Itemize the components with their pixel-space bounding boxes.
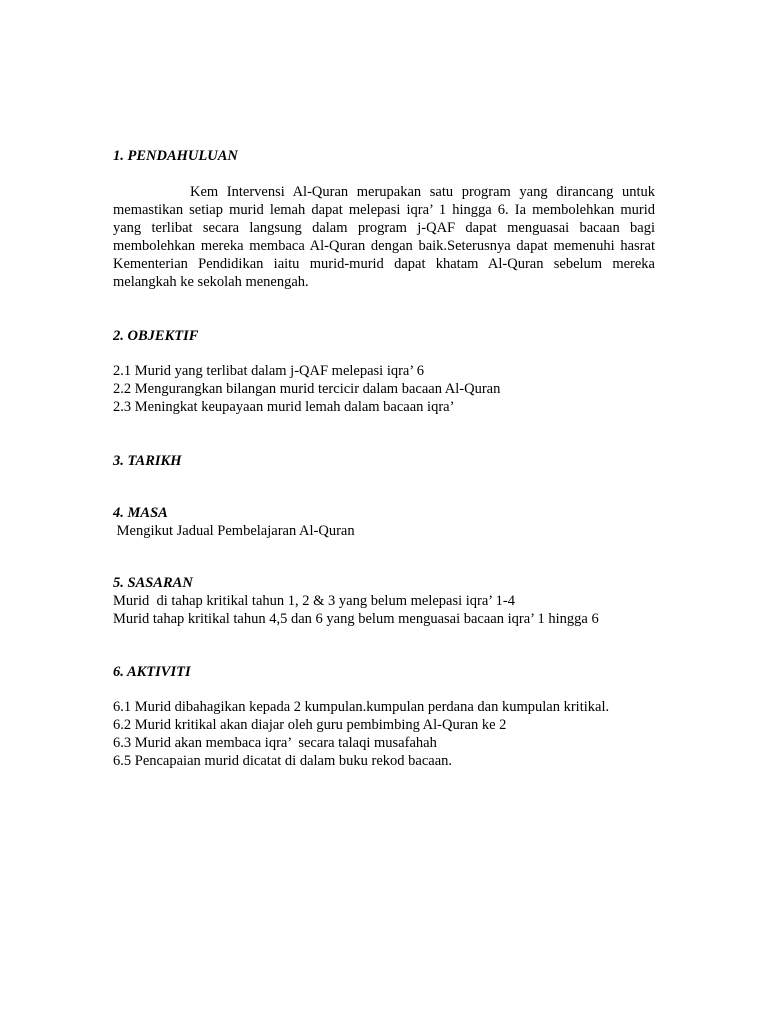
spacer xyxy=(113,540,655,574)
section-heading-pendahuluan: 1. PENDAHULUAN xyxy=(113,148,238,164)
spacer xyxy=(113,681,655,698)
objektif-item: 2.3 Meningkat keupayaan murid lemah dalam bacaan iqra’ xyxy=(113,399,455,415)
spacer xyxy=(113,165,655,183)
document-page xyxy=(113,147,655,770)
spacer xyxy=(113,291,655,327)
spacer xyxy=(113,470,655,504)
section-heading-sasaran: 5. SASARAN xyxy=(113,575,193,591)
aktiviti-item: 6.5 Pencapaian murid dicatat di dalam buku rekod bacaan. xyxy=(113,753,453,769)
spacer xyxy=(113,345,655,362)
pendahuluan-paragraph: Kem Intervensi Al-Quran merupakan satu program yang dirancang untuk memastikan setiap murid lemah dapat melepasi iqra’ 1 hingga 6. Ia membolehkan murid yang terlibat secara langsung dalam program j-QAF dapat menguasai bacaan bagi membolehkan mereka membaca Al-Quran dengan baik.Seterusnya dapat memenuhi hasrat Kementerian Pendidikan iaitu murid-murid dapat khatam Al-Quran sebelum mereka melangkah ke sekolah menengah. xyxy=(113,184,655,290)
spacer xyxy=(113,628,655,663)
section-heading-tarikh: 3. TARIKH xyxy=(113,453,182,469)
aktiviti-item: 6.1 Murid dibahagikan kepada 2 kumpulan.kumpulan perdana dan kumpulan kritikal. xyxy=(113,699,610,715)
sasaran-item: Murid di tahap kritikal tahun 1, 2 & 3 yang belum melepasi iqra’ 1-4 xyxy=(113,593,516,609)
section-heading-objektif: 2. OBJEKTIF xyxy=(113,328,199,344)
objektif-item: 2.1 Murid yang terlibat dalam j-QAF melepasi iqra’ 6 xyxy=(113,363,424,379)
spacer xyxy=(113,416,655,452)
aktiviti-item: 6.3 Murid akan membaca iqra’ secara talaqi musafahah xyxy=(113,735,437,751)
section-heading-masa: 4. MASA xyxy=(113,505,168,521)
masa-text: Mengikut Jadual Pembelajaran Al-Quran xyxy=(113,523,355,539)
sasaran-item: Murid tahap kritikal tahun 4,5 dan 6 yang belum menguasai bacaan iqra’ 1 hingga 6 xyxy=(113,611,599,627)
section-heading-aktiviti: 6. AKTIVITI xyxy=(113,664,191,680)
aktiviti-item: 6.2 Murid kritikal akan diajar oleh guru pembimbing Al-Quran ke 2 xyxy=(113,717,507,733)
objektif-item: 2.2 Mengurangkan bilangan murid tercicir dalam bacaan Al-Quran xyxy=(113,381,501,397)
